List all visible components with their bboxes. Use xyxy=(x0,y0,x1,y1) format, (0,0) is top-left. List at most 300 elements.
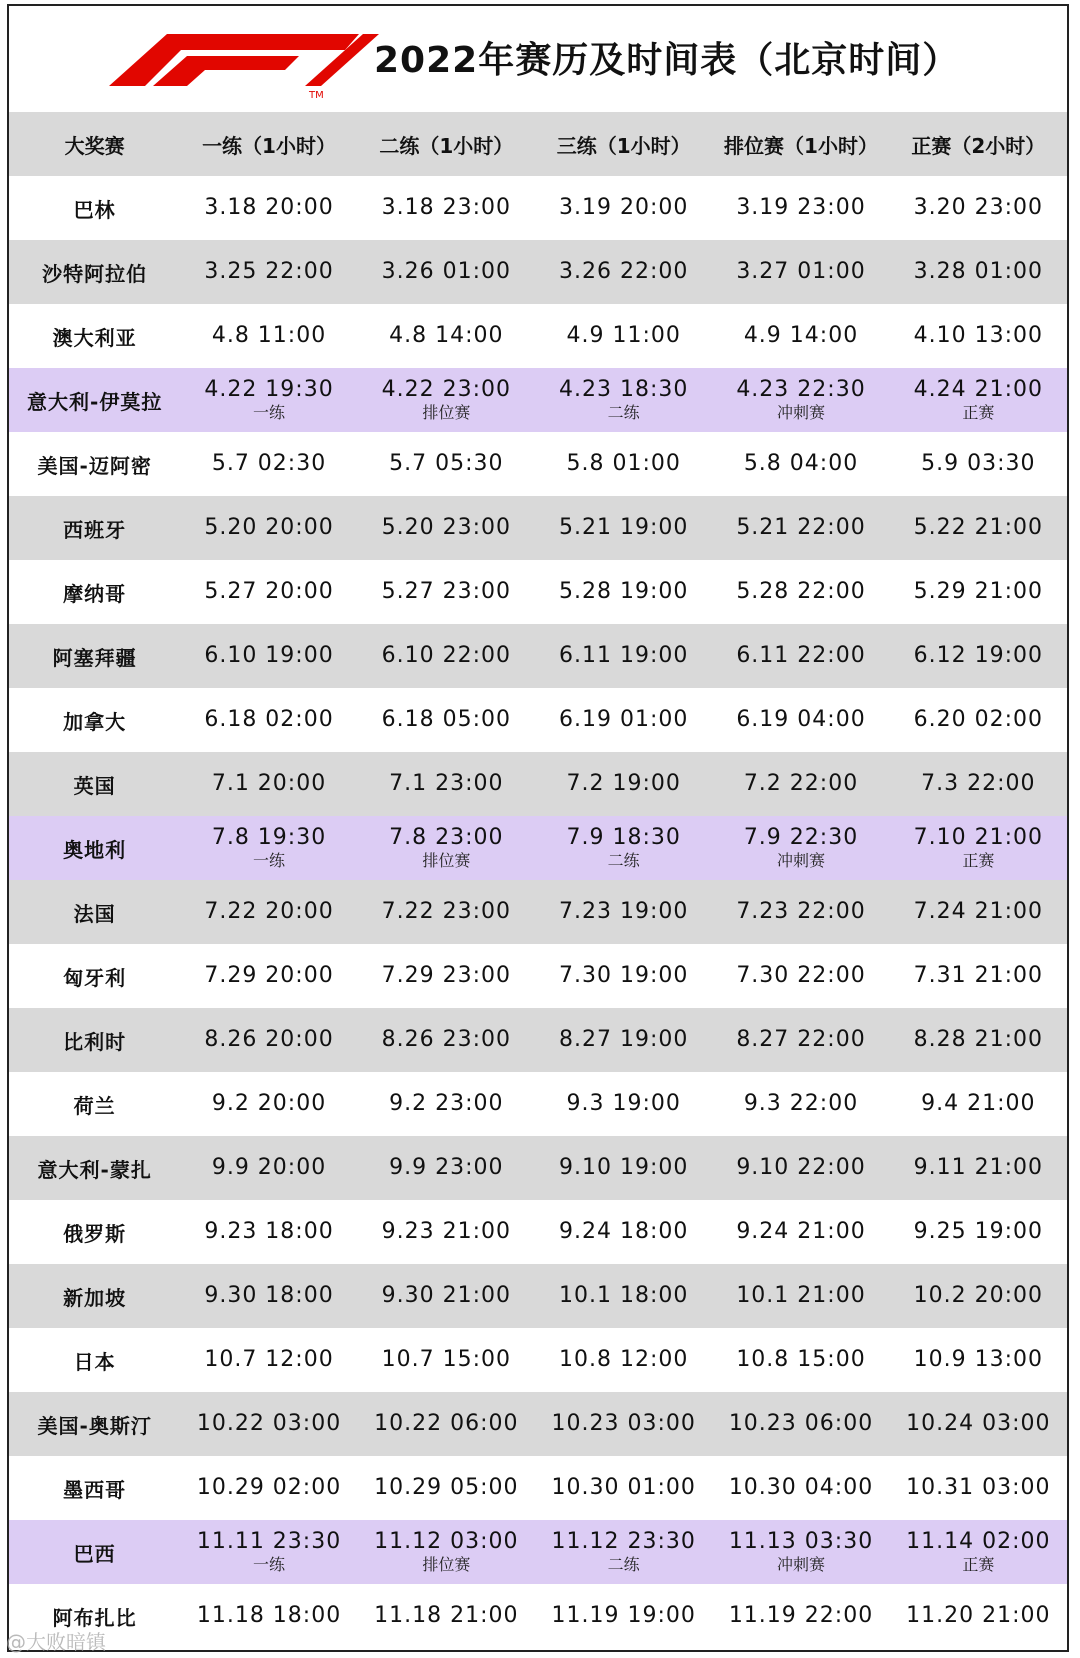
session-cell xyxy=(535,1200,712,1264)
session-time: 9.4 21:00 xyxy=(921,1091,1036,1116)
session-cell xyxy=(535,1328,712,1392)
session-cell xyxy=(180,688,357,752)
session-time: 11.19 19:00 xyxy=(551,1603,696,1628)
grand-prix-cell xyxy=(9,240,180,304)
session-time: 3.26 01:00 xyxy=(381,259,512,284)
session-cell xyxy=(890,560,1067,624)
session-cell xyxy=(535,1072,712,1136)
column-header-label: 二练（1小时） xyxy=(379,133,514,158)
session-cell xyxy=(535,624,712,688)
session-time: 3.19 20:00 xyxy=(558,195,689,220)
grand-prix-cell xyxy=(9,1072,180,1136)
session-cell xyxy=(890,1136,1067,1200)
session-time: 9.2 23:00 xyxy=(389,1091,504,1116)
session-cell xyxy=(890,1072,1067,1136)
grand-prix-name: 意大利-蒙扎 xyxy=(37,1157,152,1182)
session-type-label: 一练 xyxy=(253,851,286,870)
column-header-label: 三练（1小时） xyxy=(556,133,691,158)
session-cell xyxy=(358,1008,535,1072)
session-cell xyxy=(358,816,535,880)
session-cell xyxy=(180,880,357,944)
table-row xyxy=(9,560,1067,624)
session-time: 5.21 19:00 xyxy=(558,515,689,540)
session-time: 10.7 15:00 xyxy=(381,1347,512,1372)
session-time: 7.22 23:00 xyxy=(381,899,512,924)
session-cell xyxy=(535,880,712,944)
column-header xyxy=(890,112,1067,176)
session-cell xyxy=(358,1328,535,1392)
session-time: 7.30 19:00 xyxy=(558,963,689,988)
session-time: 9.25 19:00 xyxy=(913,1219,1044,1244)
session-cell xyxy=(712,752,889,816)
table-row xyxy=(9,1392,1067,1456)
session-cell xyxy=(358,752,535,816)
session-cell xyxy=(180,304,357,368)
table-row xyxy=(9,1328,1067,1392)
grand-prix-cell xyxy=(9,432,180,496)
session-time: 8.26 23:00 xyxy=(381,1027,512,1052)
session-cell xyxy=(180,1456,357,1520)
session-cell xyxy=(535,368,712,432)
session-time: 10.23 03:00 xyxy=(551,1411,696,1436)
session-cell xyxy=(535,1456,712,1520)
session-cell xyxy=(535,1264,712,1328)
session-time: 4.8 11:00 xyxy=(211,323,327,348)
session-time: 7.9 18:30 xyxy=(566,825,681,850)
session-cell xyxy=(180,1328,357,1392)
session-cell xyxy=(180,432,357,496)
column-header xyxy=(9,112,180,176)
session-time: 6.18 02:00 xyxy=(204,707,334,732)
session-type-label: 二练 xyxy=(607,1555,640,1574)
session-cell xyxy=(358,880,535,944)
session-time: 5.8 04:00 xyxy=(743,451,859,476)
session-time: 4.10 13:00 xyxy=(913,323,1044,348)
session-cell xyxy=(535,944,712,1008)
session-cell xyxy=(712,1456,889,1520)
session-cell xyxy=(180,816,357,880)
session-cell xyxy=(180,1200,357,1264)
grand-prix-name: 墨西哥 xyxy=(63,1477,127,1502)
session-time: 9.30 21:00 xyxy=(381,1283,512,1308)
session-cell xyxy=(535,816,712,880)
session-cell xyxy=(712,1136,889,1200)
session-time: 10.9 13:00 xyxy=(913,1347,1044,1372)
session-time: 5.21 22:00 xyxy=(736,515,866,540)
session-time: 10.1 21:00 xyxy=(736,1283,866,1308)
session-time: 4.23 22:30 xyxy=(736,377,866,402)
session-time: 6.10 22:00 xyxy=(381,643,512,668)
session-cell xyxy=(712,560,889,624)
session-cell xyxy=(712,624,889,688)
session-cell xyxy=(890,432,1067,496)
session-time: 10.7 12:00 xyxy=(204,1347,334,1372)
session-cell xyxy=(180,240,357,304)
session-time: 7.10 21:00 xyxy=(913,825,1044,850)
grand-prix-cell xyxy=(9,560,180,624)
session-time: 7.24 21:00 xyxy=(913,899,1044,924)
session-time: 7.30 22:00 xyxy=(736,963,866,988)
session-time: 7.2 22:00 xyxy=(743,771,859,796)
session-cell xyxy=(180,496,357,560)
session-time: 3.25 22:00 xyxy=(204,259,334,284)
session-cell xyxy=(180,1136,357,1200)
table-row xyxy=(9,1136,1067,1200)
session-cell xyxy=(535,304,712,368)
grand-prix-cell xyxy=(9,1328,180,1392)
session-time: 7.31 21:00 xyxy=(913,963,1044,988)
session-type-label: 二练 xyxy=(607,403,640,422)
session-cell xyxy=(890,752,1067,816)
session-time: 9.24 18:00 xyxy=(558,1219,689,1244)
session-time: 7.8 19:30 xyxy=(211,825,327,850)
header-row xyxy=(9,112,1067,176)
session-time: 4.23 18:30 xyxy=(558,377,689,402)
session-cell xyxy=(712,496,889,560)
table-row xyxy=(9,1200,1067,1264)
session-cell xyxy=(535,1008,712,1072)
session-time: 9.3 22:00 xyxy=(743,1091,859,1116)
session-cell xyxy=(535,1136,712,1200)
column-header-label: 正赛（2小时） xyxy=(911,133,1046,158)
grand-prix-name: 荷兰 xyxy=(73,1093,116,1118)
session-time: 10.23 06:00 xyxy=(728,1411,874,1436)
session-time: 4.22 23:00 xyxy=(381,377,512,402)
session-time: 5.7 02:30 xyxy=(211,451,327,476)
session-time: 5.29 21:00 xyxy=(913,579,1044,604)
session-time: 4.9 14:00 xyxy=(743,323,859,348)
session-cell xyxy=(535,240,712,304)
session-time: 3.19 23:00 xyxy=(736,195,866,220)
session-time: 3.28 01:00 xyxy=(913,259,1044,284)
grand-prix-cell xyxy=(9,176,180,240)
session-time: 11.18 18:00 xyxy=(196,1603,342,1628)
session-time: 7.29 23:00 xyxy=(381,963,512,988)
session-cell xyxy=(180,624,357,688)
session-type-label: 正赛 xyxy=(962,403,995,422)
session-type-label: 冲刺赛 xyxy=(777,403,826,422)
session-cell xyxy=(535,1392,712,1456)
session-cell xyxy=(180,1264,357,1328)
session-type-label: 正赛 xyxy=(962,1555,995,1574)
session-cell xyxy=(890,304,1067,368)
session-cell xyxy=(358,432,535,496)
session-cell xyxy=(358,688,535,752)
session-cell xyxy=(712,240,889,304)
table-row xyxy=(9,1584,1067,1648)
table-row xyxy=(9,368,1067,432)
session-time: 5.27 20:00 xyxy=(204,579,334,604)
grand-prix-cell xyxy=(9,688,180,752)
column-header-label: 排位赛（1小时） xyxy=(724,133,878,158)
grand-prix-cell xyxy=(9,624,180,688)
grand-prix-cell xyxy=(9,880,180,944)
session-cell xyxy=(890,1264,1067,1328)
session-time: 5.28 19:00 xyxy=(558,579,689,604)
session-cell xyxy=(890,176,1067,240)
session-time: 7.2 19:00 xyxy=(566,771,681,796)
session-cell xyxy=(180,1584,357,1648)
table-row xyxy=(9,1008,1067,1072)
table-row xyxy=(9,432,1067,496)
session-cell xyxy=(890,624,1067,688)
session-cell xyxy=(890,816,1067,880)
session-time: 9.24 21:00 xyxy=(736,1219,866,1244)
grand-prix-cell xyxy=(9,1008,180,1072)
session-time: 10.29 05:00 xyxy=(374,1475,519,1500)
session-cell xyxy=(890,944,1067,1008)
grand-prix-cell xyxy=(9,368,180,432)
table-row xyxy=(9,752,1067,816)
session-time: 7.1 20:00 xyxy=(211,771,327,796)
table-row xyxy=(9,880,1067,944)
grand-prix-name: 美国-奥斯汀 xyxy=(37,1413,152,1438)
table-row xyxy=(9,688,1067,752)
session-cell xyxy=(890,1520,1067,1584)
session-time: 9.30 18:00 xyxy=(204,1283,334,1308)
grand-prix-cell xyxy=(9,1136,180,1200)
grand-prix-name: 俄罗斯 xyxy=(63,1221,127,1246)
session-cell xyxy=(712,816,889,880)
session-type-label: 排位赛 xyxy=(422,851,471,870)
session-time: 10.24 03:00 xyxy=(906,1411,1051,1436)
session-cell xyxy=(535,432,712,496)
watermark: @大败暗镇 xyxy=(6,1630,106,1654)
session-time: 9.10 19:00 xyxy=(558,1155,689,1180)
session-time: 9.23 18:00 xyxy=(204,1219,334,1244)
session-cell xyxy=(712,1328,889,1392)
grand-prix-name: 英国 xyxy=(73,773,116,798)
grand-prix-cell xyxy=(9,304,180,368)
session-time: 9.23 21:00 xyxy=(381,1219,512,1244)
grand-prix-name: 美国-迈阿密 xyxy=(37,453,152,478)
session-time: 10.22 06:00 xyxy=(374,1411,519,1436)
session-time: 6.11 22:00 xyxy=(736,643,866,668)
session-time: 6.10 19:00 xyxy=(204,643,334,668)
session-time: 10.30 04:00 xyxy=(728,1475,874,1500)
session-time: 5.20 23:00 xyxy=(381,515,512,540)
grand-prix-cell xyxy=(9,944,180,1008)
session-time: 7.1 23:00 xyxy=(389,771,504,796)
session-time: 5.27 23:00 xyxy=(381,579,512,604)
session-cell xyxy=(535,496,712,560)
session-time: 7.22 20:00 xyxy=(204,899,334,924)
session-time: 10.22 03:00 xyxy=(196,1411,342,1436)
grand-prix-name: 意大利-伊莫拉 xyxy=(27,389,163,414)
session-type-label: 冲刺赛 xyxy=(777,851,826,870)
session-cell xyxy=(358,240,535,304)
table-row xyxy=(9,1520,1067,1584)
column-header xyxy=(712,112,889,176)
column-header-label: 一练（1小时） xyxy=(202,133,336,158)
grand-prix-cell xyxy=(9,816,180,880)
session-time: 8.26 20:00 xyxy=(204,1027,334,1052)
session-time: 7.23 19:00 xyxy=(558,899,689,924)
f1-logo-icon xyxy=(109,20,379,100)
grand-prix-name: 加拿大 xyxy=(63,709,127,734)
session-time: 11.13 03:30 xyxy=(728,1529,874,1554)
session-cell xyxy=(358,1072,535,1136)
grand-prix-name: 摩纳哥 xyxy=(63,581,127,606)
session-cell xyxy=(890,1200,1067,1264)
grand-prix-name: 法国 xyxy=(73,901,116,926)
session-time: 7.23 22:00 xyxy=(736,899,866,924)
session-time: 10.1 18:00 xyxy=(558,1283,689,1308)
session-type-label: 一练 xyxy=(253,403,286,422)
session-cell xyxy=(712,944,889,1008)
session-time: 6.12 19:00 xyxy=(913,643,1044,668)
session-time: 10.8 15:00 xyxy=(736,1347,866,1372)
session-cell xyxy=(890,1456,1067,1520)
schedule-table xyxy=(9,112,1067,1648)
session-time: 5.8 01:00 xyxy=(566,451,681,476)
session-time: 5.7 05:30 xyxy=(389,451,504,476)
grand-prix-name: 澳大利亚 xyxy=(52,325,137,350)
session-cell xyxy=(535,752,712,816)
session-cell xyxy=(180,1008,357,1072)
session-time: 9.3 19:00 xyxy=(566,1091,681,1116)
session-cell xyxy=(712,1072,889,1136)
session-cell xyxy=(535,1584,712,1648)
session-cell xyxy=(890,1008,1067,1072)
session-cell xyxy=(358,176,535,240)
grand-prix-cell xyxy=(9,1392,180,1456)
grand-prix-cell xyxy=(9,496,180,560)
session-time: 5.20 20:00 xyxy=(204,515,334,540)
session-cell xyxy=(180,1072,357,1136)
session-cell xyxy=(890,368,1067,432)
session-cell xyxy=(180,176,357,240)
grand-prix-name: 新加坡 xyxy=(63,1285,127,1310)
session-cell xyxy=(712,1584,889,1648)
session-time: 3.18 23:00 xyxy=(381,195,512,220)
session-cell xyxy=(712,1520,889,1584)
session-cell xyxy=(358,944,535,1008)
session-cell xyxy=(358,1200,535,1264)
header-area xyxy=(9,6,1067,112)
session-cell xyxy=(358,1264,535,1328)
page-title: 2022年赛历及时间表（北京时间） xyxy=(374,40,960,81)
grand-prix-name: 比利时 xyxy=(63,1029,127,1054)
session-time: 6.20 02:00 xyxy=(913,707,1044,732)
session-cell xyxy=(535,688,712,752)
session-time: 10.31 03:00 xyxy=(906,1475,1051,1500)
grand-prix-cell xyxy=(9,1264,180,1328)
session-cell xyxy=(180,1520,357,1584)
table-row xyxy=(9,496,1067,560)
column-header xyxy=(535,112,712,176)
session-time: 7.8 23:00 xyxy=(389,825,504,850)
session-time: 11.14 02:00 xyxy=(906,1529,1051,1554)
session-cell xyxy=(358,1520,535,1584)
session-time: 5.9 03:30 xyxy=(921,451,1036,476)
session-time: 7.29 20:00 xyxy=(204,963,334,988)
session-time: 6.19 04:00 xyxy=(736,707,866,732)
table-row xyxy=(9,1456,1067,1520)
session-cell xyxy=(712,688,889,752)
session-time: 11.18 21:00 xyxy=(374,1603,519,1628)
table-row xyxy=(9,944,1067,1008)
grand-prix-cell xyxy=(9,1456,180,1520)
session-cell xyxy=(358,624,535,688)
session-time: 4.8 14:00 xyxy=(389,323,504,348)
session-time: 11.12 23:30 xyxy=(551,1529,696,1554)
session-type-label: 排位赛 xyxy=(422,1555,471,1574)
session-cell xyxy=(712,1392,889,1456)
session-cell xyxy=(358,1136,535,1200)
table-row xyxy=(9,176,1067,240)
session-type-label: 正赛 xyxy=(962,851,995,870)
grand-prix-cell xyxy=(9,1520,180,1584)
table-row xyxy=(9,304,1067,368)
session-cell xyxy=(712,304,889,368)
grand-prix-name: 巴林 xyxy=(73,197,116,222)
grand-prix-name: 沙特阿拉伯 xyxy=(42,261,148,286)
session-cell xyxy=(180,1392,357,1456)
session-time: 10.29 02:00 xyxy=(196,1475,342,1500)
session-cell xyxy=(358,1584,535,1648)
session-type-label: 一练 xyxy=(253,1555,286,1574)
session-time: 3.27 01:00 xyxy=(736,259,866,284)
session-time: 3.18 20:00 xyxy=(204,195,334,220)
session-cell xyxy=(712,1008,889,1072)
table-row xyxy=(9,816,1067,880)
session-time: 10.2 20:00 xyxy=(913,1283,1044,1308)
session-time: 11.20 21:00 xyxy=(906,1603,1051,1628)
session-cell xyxy=(180,560,357,624)
session-time: 7.9 22:30 xyxy=(743,825,859,850)
session-time: 11.12 03:00 xyxy=(374,1529,519,1554)
session-time: 9.11 21:00 xyxy=(913,1155,1044,1180)
table-row xyxy=(9,1072,1067,1136)
session-cell xyxy=(890,1392,1067,1456)
session-cell xyxy=(712,368,889,432)
session-cell xyxy=(535,1520,712,1584)
session-time: 11.11 23:30 xyxy=(196,1529,342,1554)
session-type-label: 排位赛 xyxy=(422,403,471,422)
grand-prix-name: 匈牙利 xyxy=(63,965,127,990)
session-cell xyxy=(358,304,535,368)
session-cell xyxy=(712,1200,889,1264)
session-cell xyxy=(358,1456,535,1520)
session-cell xyxy=(180,752,357,816)
session-time: 6.19 01:00 xyxy=(558,707,689,732)
session-cell xyxy=(890,880,1067,944)
grand-prix-cell xyxy=(9,1200,180,1264)
session-time: 6.11 19:00 xyxy=(558,643,689,668)
table-row xyxy=(9,624,1067,688)
session-time: 10.8 12:00 xyxy=(558,1347,689,1372)
session-cell xyxy=(535,560,712,624)
session-cell xyxy=(358,560,535,624)
table-row xyxy=(9,1264,1067,1328)
session-cell xyxy=(712,880,889,944)
grand-prix-name: 日本 xyxy=(73,1349,116,1374)
grand-prix-name: 阿布扎比 xyxy=(52,1605,137,1630)
table-row xyxy=(9,240,1067,304)
grand-prix-name: 阿塞拜疆 xyxy=(52,645,137,670)
session-time: 10.30 01:00 xyxy=(551,1475,696,1500)
session-cell xyxy=(712,1264,889,1328)
session-time: 3.26 22:00 xyxy=(558,259,689,284)
grand-prix-name: 奥地利 xyxy=(63,837,127,862)
session-cell xyxy=(535,176,712,240)
session-time: 8.28 21:00 xyxy=(913,1027,1044,1052)
session-cell xyxy=(890,496,1067,560)
session-time: 9.9 23:00 xyxy=(389,1155,504,1180)
session-type-label: 冲刺赛 xyxy=(777,1555,826,1574)
session-cell xyxy=(890,240,1067,304)
